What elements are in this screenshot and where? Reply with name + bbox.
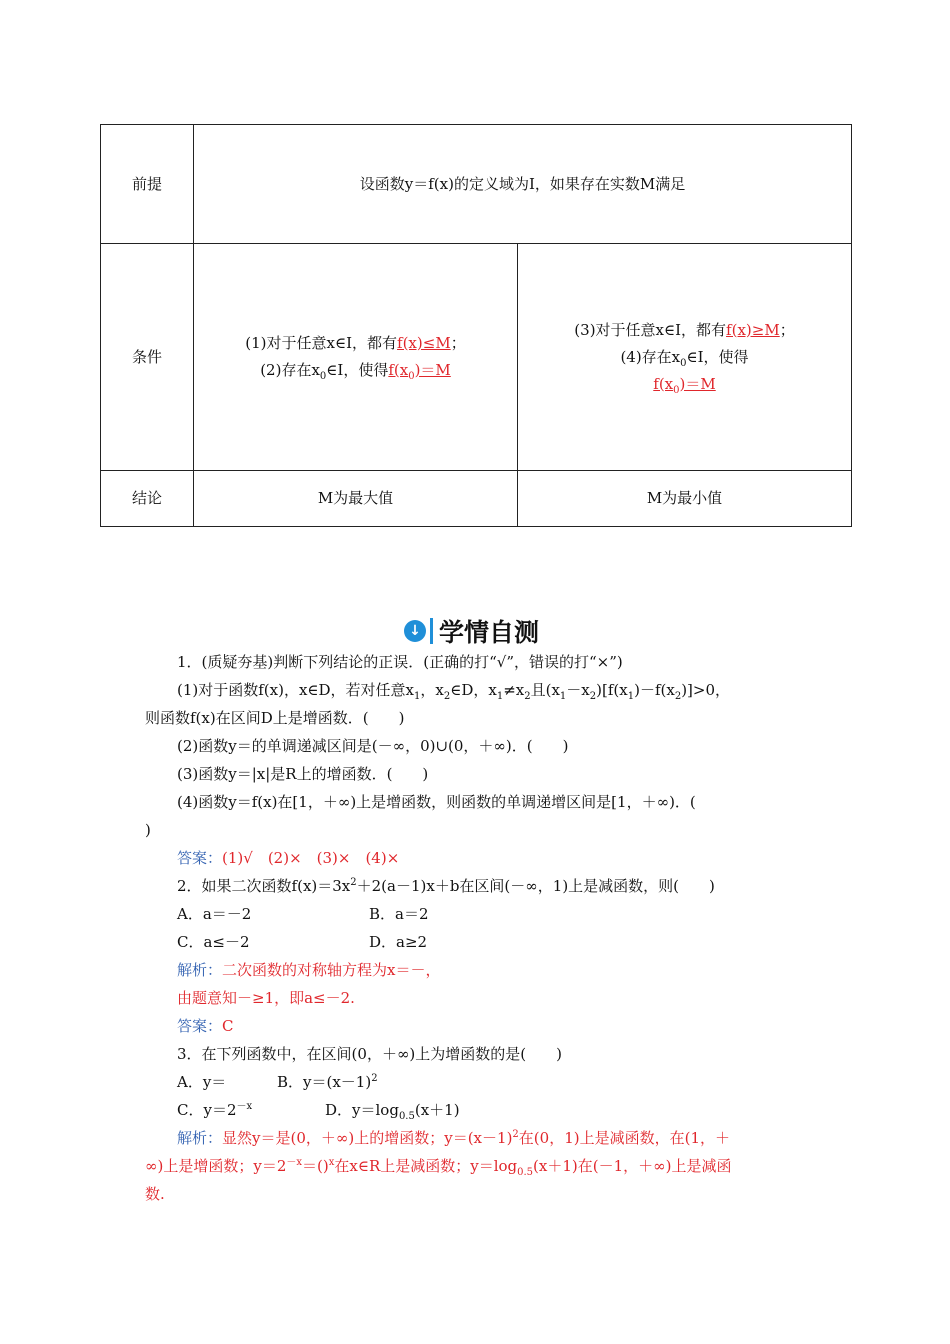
down-arrow-icon: ↓: [404, 620, 426, 642]
q1-statement-2: (2)函数y＝的单调递减区间是(－∞，0)∪(0，＋∞)．( ): [177, 737, 569, 755]
q2-option-d: D．a≥2: [369, 933, 428, 951]
answer-fill: $f(x_0)=M$: [388, 361, 451, 382]
answer-fill: $f(x_0)=M$: [653, 374, 716, 396]
q3-option-c: C．$y=2^{-x}$: [177, 1101, 253, 1119]
q2-option-b: B．a＝2: [369, 905, 429, 923]
q1-statement-3: (3)函数y＝|x|是R上的增函数．( ): [177, 765, 429, 783]
conclusion-label: 结论: [101, 471, 194, 527]
q1-stem: 1．(质疑夯基)判断下列结论的正误．(正确的打“√”，错误的打“×”): [177, 653, 623, 671]
section-heading: [404, 614, 539, 648]
condition-left-cell: (1)对于任意x∈I，都有f(x)≤M； (2)存在$x_0\in I$，使得$f(x_0)=M$: [194, 244, 518, 471]
q2-stem: 2．如果二次函数$f(x)=3x^2+2(a-1)x+b$在区间(－∞，1)上是减函数，则( ): [177, 877, 715, 895]
q2-answer: 答案：C: [177, 1017, 234, 1035]
answer-fill: f(x)≥M: [726, 320, 780, 339]
q3-analysis-end: 数.: [145, 1185, 165, 1203]
q3-option-b: B．$y=(x-1)^2$: [277, 1073, 378, 1091]
q1-answer: 答案：(1)√ (2)× (3)× (4)×: [177, 849, 400, 867]
premise-label: 前提: [101, 125, 194, 244]
q1-statement-4-cont: ): [145, 821, 151, 839]
heading-divider: [430, 618, 433, 644]
premise-text: 设函数y＝f(x)的定义域为I，如果存在实数M满足: [194, 125, 852, 244]
q2-option-c: C．a≤－2: [177, 933, 250, 951]
q2-option-a: A．a＝－2: [177, 905, 252, 923]
section-title: 学情自测: [439, 618, 540, 647]
q3-stem: 3．在下列函数中，在区间(0，＋∞)上为增函数的是( ): [177, 1045, 562, 1063]
q1-statement-1: (1)对于函数f(x)，x∈D，若对任意$x_1$，$x_2\in D$，$x_1\ne x_2$且$(x_1-x_2)[f(x_1)-f(x_2)]>0$，: [177, 681, 731, 702]
conclusion-left: M为最大值: [194, 471, 518, 527]
q3-option-a: A．y＝: [177, 1073, 227, 1091]
concept-table: [100, 124, 852, 527]
conclusion-right: M为最小值: [518, 471, 852, 527]
q1-statement-4: (4)函数y＝f(x)在[1，＋∞)上是增函数，则函数的单调递增区间是[1，＋∞)．(: [177, 793, 696, 811]
answer-fill: f(x)≤M: [397, 334, 451, 352]
q2-analysis: 解析：二次函数的对称轴方程为x＝－，: [177, 961, 441, 979]
q3-option-d: D．$y=\log_{0.5}(x+1)$: [325, 1101, 460, 1122]
condition-right-cell: (3)对于任意x∈I，都有f(x)≥M； (4)存在$x_0\in I$，使得 $f(x_0)=M$: [518, 244, 852, 471]
q2-analysis-cont: 由题意知－≥1，即a≤－2.: [177, 989, 355, 1007]
q3-analysis-cont: ∞)上是增函数；$y=2^{-x}=()^x$在x∈R上是减函数；$y=\log_{0.5}(x+1)$在(－1，＋∞)上是减函: [145, 1157, 732, 1178]
q3-analysis: 解析：显然y＝是(0，＋∞)上的增函数；$y=(x-1)^2$在(0，1)上是减函数，在(1，＋: [177, 1129, 730, 1147]
q1-statement-1-cont: 则函数f(x)在区间D上是增函数．( ): [145, 709, 405, 727]
condition-label: 条件: [101, 244, 194, 471]
